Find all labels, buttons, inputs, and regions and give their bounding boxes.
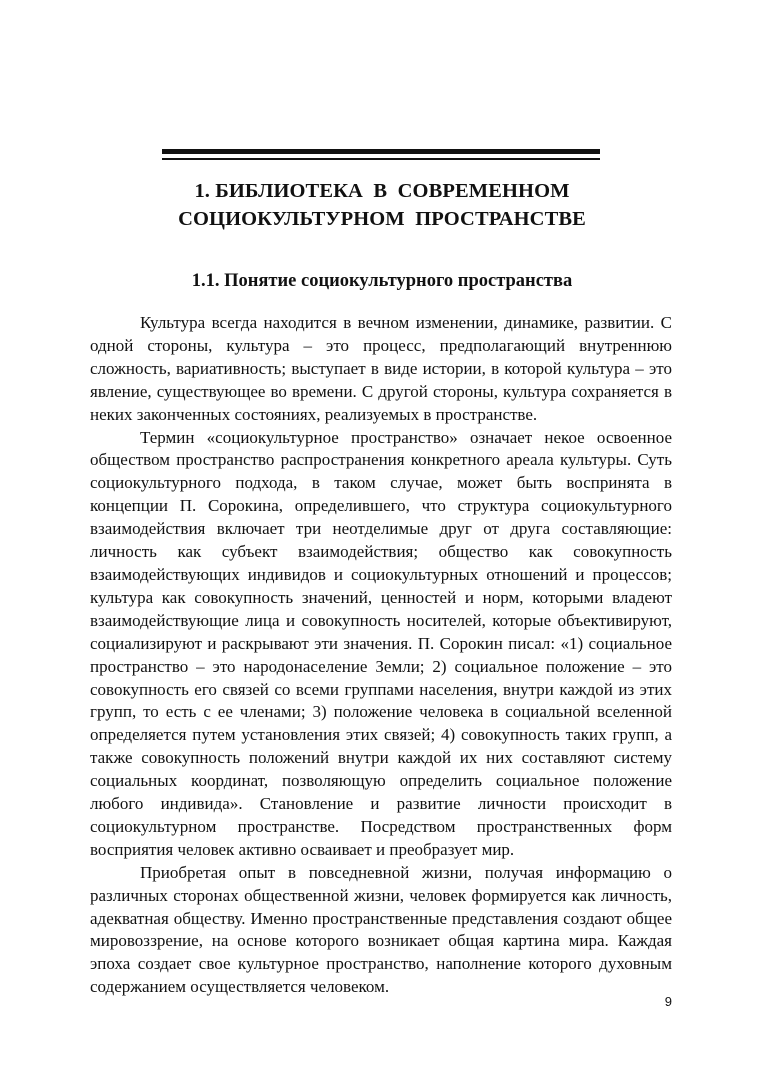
page-number: 9 bbox=[664, 994, 672, 1009]
chapter-rule-thick bbox=[162, 149, 600, 154]
chapter-title bbox=[140, 177, 624, 233]
paragraph: Приобретая опыт в повседневной жизни, получая информацию о различных сторонах общественной жизни, человек формируется как личность, адекватная обществу. Именно пространственные представления создают общее мировоззрение, на основе которого возникает общая картина мира. Каждая эпоха создает свое культурное пространство, наполнение которого духовным содержанием осуществляется человеком. bbox=[90, 862, 672, 997]
chapter-rule-thin bbox=[162, 158, 600, 160]
paragraph: Культура всегда находится в вечном изменении, динамике, развитии. С одной стороны, культура – это процесс, предполагающий внутреннюю сложность, вариативность; выступает в виде истории, в которой культура – это явление, существующее во времени. С другой стороны, культура сохраняется в неких законченных состояниях, реализуемых в пространстве. bbox=[90, 313, 672, 424]
body-text bbox=[90, 312, 672, 999]
paragraph: Термин «социокультурное пространство» означает некое освоенное обществом пространство распространения конкретного ареала культуры. Суть социокультурного подхода, в таком случае, может быть воспринята в концепции П. Сорокина, определившего, что структура социокультурного взаимодействия включает три неотделимые друг от друга составляющие: личность как субъект взаимодействия; общество как совокупность взаимодействующих индивидов и социокультурных отношений и процессов; культура как совокупность значений, ценностей и норм, которыми владеют взаимодействующие лица и совокупность носителей, которые объективируют, социализируют и раскрывают эти значения. П. Сорокин писал: «1) социальное пространство – это народонаселение Земли; 2) социальное положение – это совокупность его связей со всеми группами населения, внутри каждой из этих групп, то есть с ее членами; 3) положение человека в социальной вселенной определяется путем установления этих связей; 4) совокупность таких групп, а также совокупность положений внутри каждой их них составляют систему социальных координат, позволяющую определить социальное положение любого индивида». Становление и развитие личности происходит в социокультурном пространстве. Посредством пространственных форм восприятия человек активно осваивает и преобразует мир. bbox=[90, 427, 672, 859]
chapter-title-line-2: СОЦИОКУЛЬТУРНОМ ПРОСТРАНСТВЕ bbox=[178, 208, 586, 230]
chapter-title-line-1: 1. БИБЛИОТЕКА В СОВРЕМЕННОМ bbox=[194, 180, 570, 202]
section-title: 1.1. Понятие социокультурного пространства bbox=[191, 271, 573, 291]
